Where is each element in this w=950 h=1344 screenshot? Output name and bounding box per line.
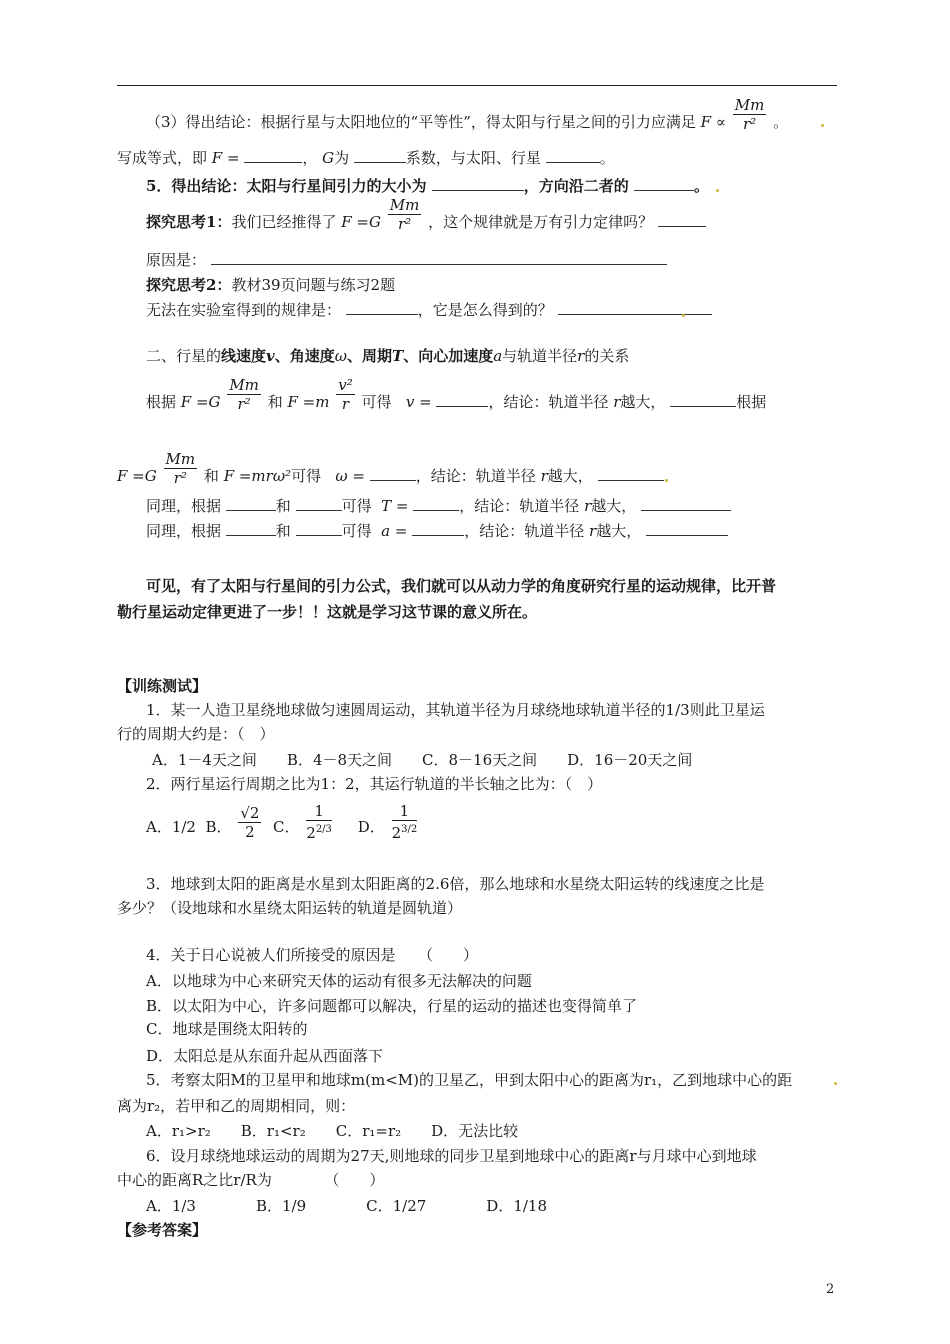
q2-options <box>146 802 419 842</box>
title-symbol: a <box>493 347 503 365</box>
significance-line-1: 可见，有了太阳与行星间的引力公式，我们就可以从动力学的角度研究行星的运动规律，比开普 <box>146 577 777 595</box>
q1-line-2: 行的周期大约是：（ ） <box>117 725 275 743</box>
speck-mark <box>665 479 668 482</box>
title-part: 、角速度 <box>274 347 335 365</box>
text-he: 和 <box>267 393 283 411</box>
text-kede: 可得 <box>361 393 392 411</box>
think-1-label: 探究思考1： <box>146 213 232 231</box>
conclusion-3-text: （3）得出结论：根据行星与太阳地位的“平等性”，得太阳与行星之间的引力应满足 <box>146 113 696 131</box>
q6-line-1: 6．设月球绕地球运动的周期为27天,则地球的同步卫星到地球中心的距离r与月球中心到地球 <box>146 1147 757 1165</box>
fraction-denominator: r <box>341 394 350 413</box>
larger-text: 越大， <box>591 497 637 515</box>
q6-options: A．1/3 B．1/9 C．1/27 D．1/18 <box>146 1197 548 1215</box>
title-part: 二、行星的 <box>146 347 222 365</box>
q2-option-a: A．1/2 <box>146 818 196 836</box>
q5-line-2: 离为r₂，若甲和乙的周期相同，则： <box>117 1097 356 1115</box>
gravitation-formula: F =G <box>180 393 221 411</box>
text-kede: 可得 <box>341 522 372 540</box>
blank-how[interactable] <box>558 300 712 315</box>
blank-g[interactable] <box>354 148 406 163</box>
think-2-label: 探究思考2： <box>146 276 232 294</box>
text-wei: 为 <box>334 149 350 167</box>
fraction-denominator: 2 <box>245 822 255 841</box>
fraction-numerator: Mm <box>229 375 259 394</box>
blank-related[interactable] <box>546 148 600 163</box>
title-part: 与轨道半径 <box>502 347 578 365</box>
conclusion-text: ，结论：轨道半径 <box>488 393 609 411</box>
text-tongli: 同理，根据 <box>146 522 222 540</box>
fraction-denominator: r² <box>397 214 412 233</box>
r-symbol: r <box>589 522 597 540</box>
period-line <box>146 496 731 516</box>
q4-option-c: C．地球是围绕太阳转的 <box>146 1020 308 1038</box>
title-symbol: T <box>392 347 404 365</box>
conclusion-5-line <box>146 176 709 196</box>
q4-option-d: D．太阳总是从东面升起从西面落下 <box>146 1047 384 1065</box>
blank-a[interactable] <box>412 521 464 536</box>
velocity-line <box>146 375 767 413</box>
conclusion-3-line <box>146 95 789 133</box>
fraction-numerator: v² <box>338 375 353 394</box>
mm-over-r2-fraction <box>164 450 198 487</box>
blank-v-result[interactable] <box>670 392 736 407</box>
text-kede: 可得 <box>341 497 372 515</box>
r-symbol: r <box>540 467 548 485</box>
think-1-line <box>146 195 706 233</box>
fraction-numerator: Mm <box>389 195 420 214</box>
blank-v[interactable] <box>436 392 488 407</box>
gravitation-formula: F =G <box>117 467 157 485</box>
mm-over-r2-fraction <box>733 96 767 133</box>
reason-line <box>146 250 667 270</box>
equation-intro: 写成等式，即 <box>117 149 208 167</box>
blank-direction[interactable] <box>634 176 694 191</box>
text-he: 和 <box>275 497 291 515</box>
q4-option-b: B．以太阳为中心，许多问题都可以解决，行星的运动的描述也变得简单了 <box>146 997 638 1015</box>
r-symbol: r <box>584 497 592 515</box>
think-2-line <box>146 275 395 295</box>
text-he: 和 <box>203 467 219 485</box>
acceleration-line <box>146 521 728 541</box>
v-equals: v = <box>405 393 432 411</box>
omega-equals: ω = <box>335 467 365 485</box>
text-tongli: 同理，根据 <box>146 497 222 515</box>
blank-omega-result[interactable] <box>598 466 664 481</box>
speck-mark <box>821 124 824 127</box>
gravitation-formula: F =G <box>341 213 381 231</box>
blank-period-2[interactable] <box>296 496 342 511</box>
q2-option-b-fraction <box>238 804 261 841</box>
text-genju: 根据 <box>146 393 177 411</box>
blank-reason[interactable] <box>211 250 667 265</box>
fraction-denominator: r² <box>237 394 251 413</box>
q2-option-d-label: D． <box>357 818 385 836</box>
significance-line-2: 勒行星运动定律更进了一步！！这就是学习这节课的意义所在。 <box>117 603 538 621</box>
fraction-denominator <box>306 821 332 842</box>
punctuation: 。 <box>773 113 789 131</box>
blank-accel-1[interactable] <box>226 521 276 536</box>
equation-line <box>117 148 615 168</box>
title-part: 、向心加速度 <box>403 347 494 365</box>
blank-think-1[interactable] <box>658 212 706 227</box>
fraction-numerator: Mm <box>734 95 765 114</box>
blank-t-result[interactable] <box>641 496 731 511</box>
training-heading: 【训练测试】 <box>117 677 208 695</box>
title-part: 的关系 <box>584 347 630 365</box>
think-2-text: 教材39页问题与练习2题 <box>231 276 396 294</box>
q1-options: A．1－4天之间 B．4－8天之间 C．8－16天之间 D．16－20天之间 <box>152 751 693 769</box>
angular-formula: F =mrω² <box>223 467 292 485</box>
base: 2 <box>391 824 402 842</box>
larger-text: 越大， <box>596 522 642 540</box>
larger-text: 越大， <box>620 393 666 411</box>
fraction-numerator: 1 <box>306 802 332 821</box>
punctuation: 。 <box>693 177 709 195</box>
fraction-numerator: 1 <box>392 802 418 821</box>
blank-f[interactable] <box>244 148 302 163</box>
q3-line-1: 3．地球到太阳的距离是水星到太阳距离的2.6倍，那么地球和水星绕太阳运转的线速度之比是 <box>146 875 765 893</box>
larger-text: 越大， <box>547 467 593 485</box>
q2-option-c-fraction <box>306 802 332 842</box>
lab-law-text: 无法在实验室得到的规律是： <box>146 301 342 319</box>
text-genju: 根据 <box>736 393 767 411</box>
q3-line-2: 多少？（设地球和水星绕太阳运转的轨道是圆轨道） <box>117 899 463 917</box>
think-1-text: 我们已经推得了 <box>231 213 337 231</box>
coefficient-text: 系数，与太阳、行星 <box>405 149 541 167</box>
r-symbol: r <box>613 393 621 411</box>
text-kede: 可得 <box>291 467 322 485</box>
q2-line: 2．两行星运行周期之比为1：2，其运行轨道的半长轴之比为：（ ） <box>146 775 603 793</box>
fraction-numerator: √2 <box>240 803 260 822</box>
angular-line <box>117 449 664 487</box>
fraction-denominator <box>392 821 418 842</box>
lab-law-question: ，它是怎么得到的？ <box>417 301 553 319</box>
title-symbol: r <box>577 347 585 365</box>
title-part: 线速度 <box>221 347 267 365</box>
direction-text: ，方向沿二者的 <box>523 177 629 195</box>
proportional-formula: F ∝ <box>700 113 726 131</box>
blank-a-result[interactable] <box>646 521 728 536</box>
blank-period-1[interactable] <box>226 496 276 511</box>
header-rule <box>117 85 837 86</box>
exponent: 3/2 <box>401 824 418 835</box>
f-equals: F = <box>211 149 240 167</box>
title-part: 、周期 <box>347 347 393 365</box>
g-symbol: G <box>322 149 335 167</box>
section-2-title <box>146 346 629 366</box>
think-1-question: ，这个规律就是万有引力定律吗？ <box>428 213 654 231</box>
conclusion-text: ，结论：轨道半径 <box>415 467 536 485</box>
exponent: 2/3 <box>315 824 332 835</box>
lab-law-line <box>146 300 712 320</box>
q6-line-2: 中心的距离R之比r/R为 （ ） <box>117 1171 385 1189</box>
q2-option-d-fraction <box>392 802 418 842</box>
fraction-denominator: r² <box>173 468 187 487</box>
punctuation: ， <box>302 149 318 167</box>
speck-mark <box>716 189 719 192</box>
q5-line-1: 5．考察太阳M的卫星甲和地球m(m<M)的卫星乙，甲到太阳中心的距离为r₁，乙到地球中心的距 <box>146 1071 793 1089</box>
speck-mark <box>834 1082 837 1085</box>
blank-lab-law[interactable] <box>346 300 418 315</box>
speck-mark <box>682 314 685 317</box>
mm-over-r2-fraction <box>388 196 422 233</box>
blank-t[interactable] <box>413 496 459 511</box>
page-number: 2 <box>826 1282 835 1297</box>
title-symbol: v <box>266 347 275 365</box>
punctuation: 。 <box>599 149 615 167</box>
blank-magnitude[interactable] <box>432 176 524 191</box>
answers-heading: 【参考答案】 <box>117 1221 208 1239</box>
v2-over-r-fraction <box>336 376 355 413</box>
mm-over-r2-fraction <box>227 376 261 413</box>
blank-omega[interactable] <box>370 466 416 481</box>
centripetal-formula: F =m <box>287 393 330 411</box>
fraction-denominator: r² <box>742 114 757 133</box>
q4-line: 4．关于日心说被人们所接受的原因是 （ ） <box>146 946 479 964</box>
blank-accel-2[interactable] <box>296 521 342 536</box>
q2-option-b-label: B． <box>205 818 232 836</box>
reason-label: 原因是： <box>146 251 207 269</box>
q2-option-c-label: C． <box>273 818 300 836</box>
conclusion-text: ，结论：轨道半径 <box>459 497 580 515</box>
fraction-numerator: Mm <box>165 449 196 468</box>
conclusion-5-text: 5．得出结论：太阳与行星间引力的大小为 <box>146 177 427 195</box>
text-he: 和 <box>275 522 291 540</box>
a-equals: a = <box>381 522 408 540</box>
q4-option-a: A．以地球为中心来研究天体的运动有很多无法解决的问题 <box>146 972 532 990</box>
base: 2 <box>306 824 316 842</box>
conclusion-text: ，结论：轨道半径 <box>464 522 585 540</box>
title-symbol: ω <box>334 347 347 365</box>
t-equals: T = <box>381 497 409 515</box>
q5-options: A．r₁>r₂ B．r₁<r₂ C．r₁=r₂ D．无法比较 <box>146 1122 519 1140</box>
q1-line-1: 1．某一人造卫星绕地球做匀速圆周运动，其轨道半径为月球绕地球轨道半径的1/3则此卫星运 <box>146 701 765 719</box>
